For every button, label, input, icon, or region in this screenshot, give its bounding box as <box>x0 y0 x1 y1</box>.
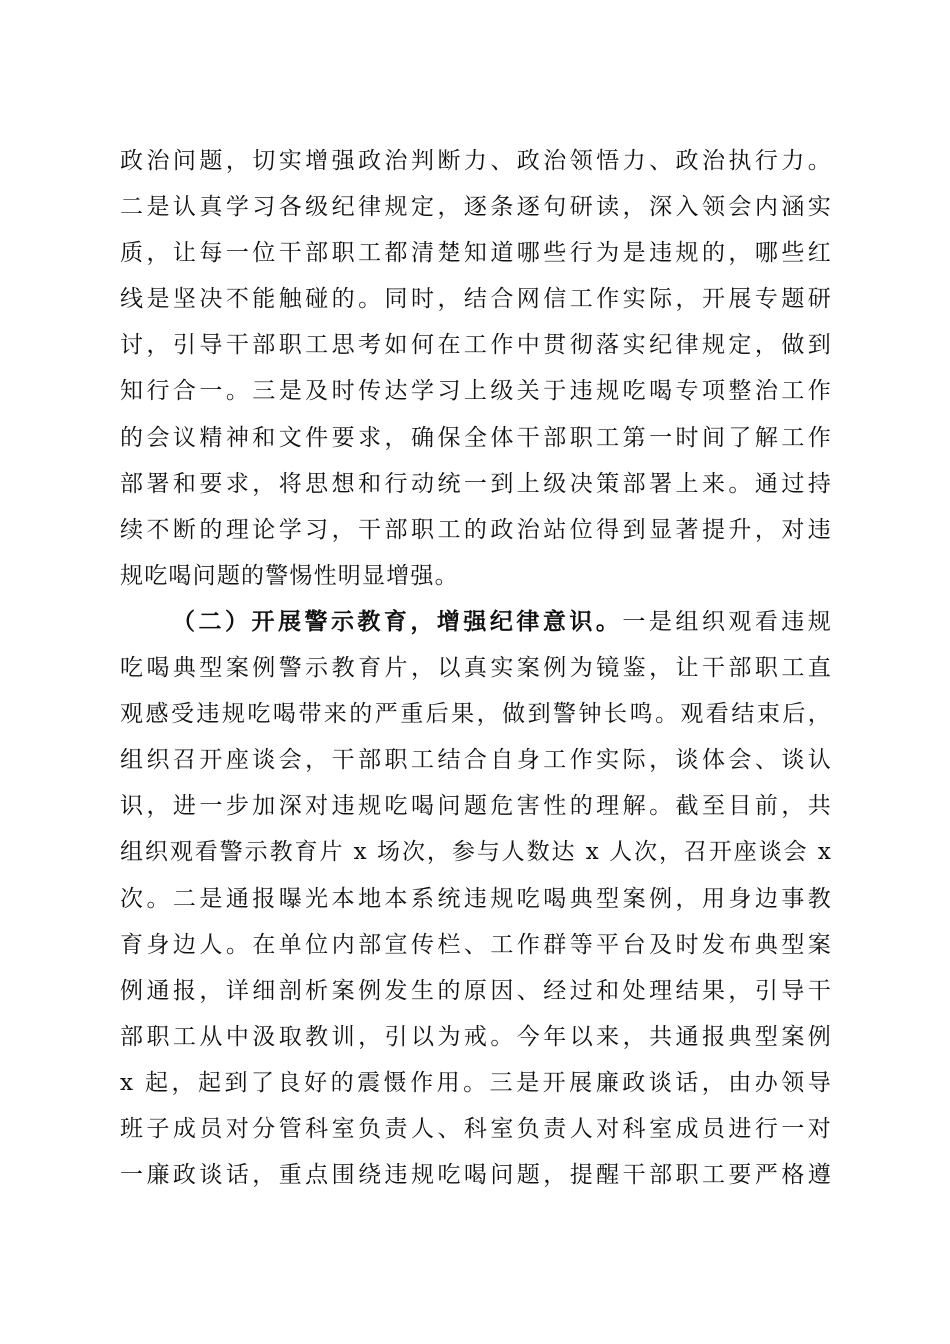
text-line: 育身边人。在单位内部宣传栏、工作群等平台及时发布典型案 <box>120 931 832 958</box>
text-line: 吃喝典型案例警示教育片，以真实案例为镜鉴，让干部职工直 <box>120 655 832 682</box>
text-line: 组织召开座谈会，干部职工结合自身工作实际，谈体会、谈认 <box>120 747 832 774</box>
text-line: 观感受违规吃喝带来的严重后果，做到警钟长鸣。观看结束后， <box>120 701 832 728</box>
text-line: 次。二是通报曝光本地本系统违规吃喝典型案例，用身边事教 <box>120 885 832 912</box>
text-line: 部署和要求，将思想和行动统一到上级决策部署上来。通过持 <box>120 470 832 497</box>
text-line: 二是认真学习各级纪律规定，逐条逐句研读，深入领会内涵实 <box>120 194 832 221</box>
text-line: 班子成员对分管科室负责人、科室负责人对科室成员进行一对 <box>120 1115 832 1142</box>
text-line: 组织观看警示教育片 x 场次，参与人数达 x 人次，召开座谈会 x <box>120 839 832 866</box>
text-line: 例通报，详细剖析案例发生的原因、经过和处理结果，引导干 <box>120 977 832 1004</box>
text-line: 的会议精神和文件要求，确保全体干部职工第一时间了解工作 <box>120 424 832 451</box>
text-line: 线是坚决不能触碰的。同时，结合网信工作实际，开展专题研 <box>120 286 832 313</box>
text-line: 知行合一。三是及时传达学习上级关于违规吃喝专项整治工作 <box>120 378 832 405</box>
text-line: 续不断的理论学习，干部职工的政治站位得到显著提升，对违 <box>120 516 832 543</box>
text-line: 政治问题，切实增强政治判断力、政治领悟力、政治执行力。 <box>120 148 832 174</box>
text-line: 部职工从中汲取教训，引以为戒。今年以来，共通报典型案例 <box>120 1023 832 1050</box>
text-line: 规吃喝问题的警惕性明显增强。 <box>120 562 459 589</box>
body-text <box>120 138 832 1198</box>
section-heading-line <box>120 599 832 645</box>
text-line: 一廉政谈话，重点围绕违规吃喝问题，提醒干部职工要严格遵 <box>120 1162 832 1189</box>
text-segment: 一是组织观看违规 <box>622 608 832 635</box>
text-line: 质，让每一位干部职工都清楚知道哪些行为是违规的，哪些红 <box>120 240 832 267</box>
text-line: 讨，引导干部职工思考如何在工作中贯彻落实纪律规定，做到 <box>120 332 832 359</box>
text-line: x 起，起到了良好的震慑作用。三是开展廉政谈话，由办领导 <box>120 1069 832 1096</box>
section-heading: （二）开展警示教育，增强纪律意识。 <box>172 607 623 635</box>
text-line: 识，进一步加深对违规吃喝问题危害性的理解。截至目前，共 <box>120 793 832 820</box>
